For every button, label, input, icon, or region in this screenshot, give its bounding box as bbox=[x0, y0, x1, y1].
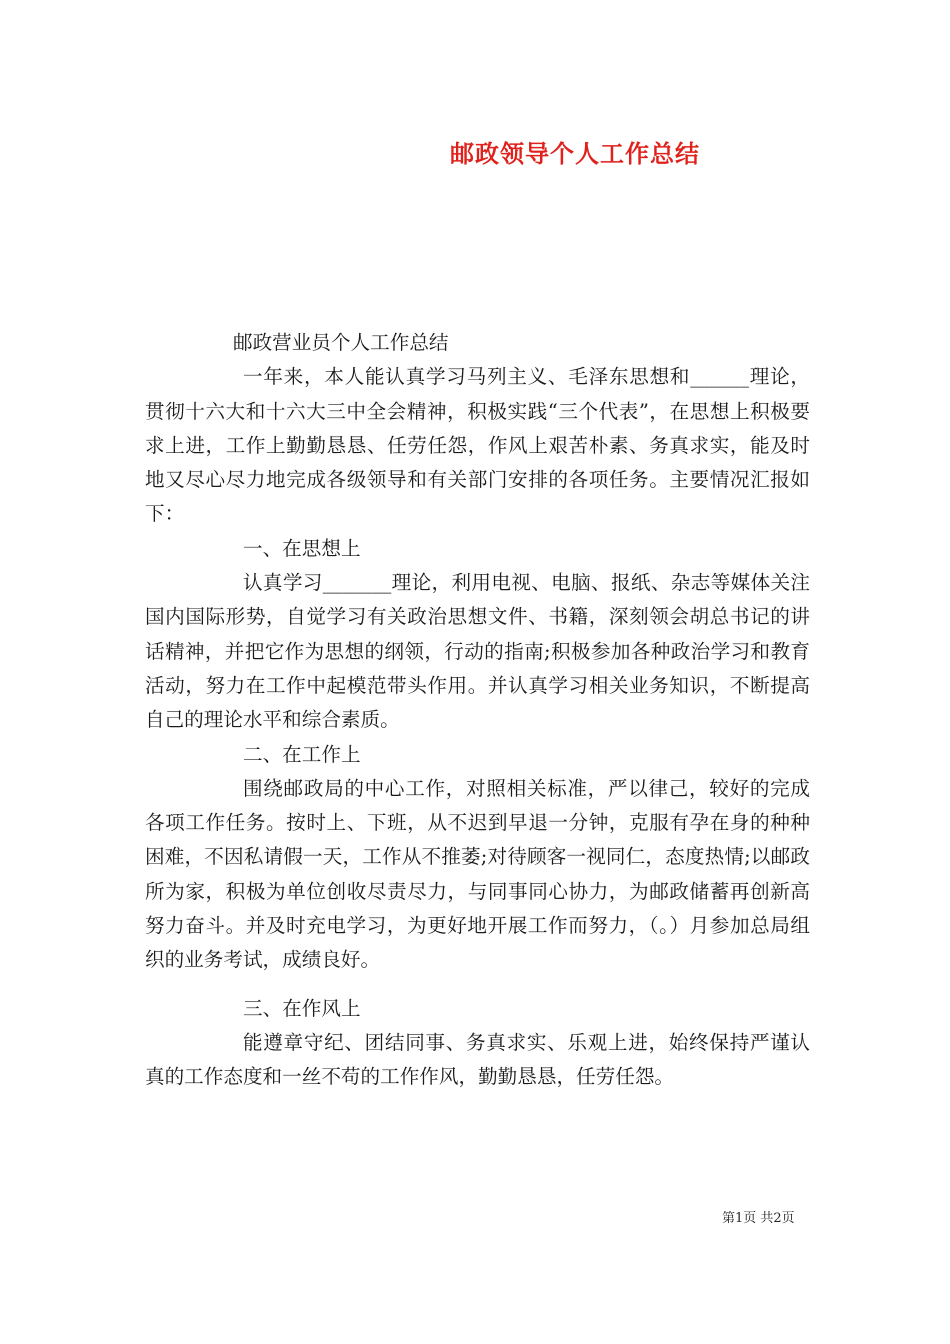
paragraph-style: 能遵章守纪、团结同事、务真求实、乐观上进，始终保持严谨认真的工作态度和一丝不苟的工作作风，勤勤恳恳，任劳任怨。 bbox=[145, 1030, 810, 1089]
document-subtitle: 邮政营业员个人工作总结 bbox=[233, 331, 449, 354]
document-title: 邮政领导个人工作总结 bbox=[450, 139, 700, 168]
document-body bbox=[145, 326, 810, 1095]
paragraph-intro: 一年来，本人能认真学习马列主义、毛泽东思想和______理论，贯彻十六大和十六大三中全会精神，积极实践“三个代表”，在思想上积极要求上进，工作上勤勤恳恳、任劳任怨，作风上艰苦朴素、务真求实，能及时地又尽心尽力地完成各级领导和有关部门安排的各项任务。主要情况汇报如下： bbox=[145, 365, 810, 526]
page-number: 第1页 共2页 bbox=[722, 1211, 795, 1226]
section-heading-style: 三、在作风上 bbox=[243, 996, 361, 1020]
section-heading-work: 二、在工作上 bbox=[243, 742, 361, 766]
paragraph-work: 围绕邮政局的中心工作，对照相关标准，严以律己，较好的完成各项工作任务。按时上、下班，从不迟到早退一分钟，克服有孕在身的种种困难，不因私请假一天，工作从不推萎;对待顾客一视同仁，态度热情;以邮政所为家，积极为单位创收尽责尽力，与同事同心协力，为邮政储蓄再创新高努力奋斗。并及时充电学习，为更好地开展工作而努力，（。）月参加总局组织的业务考试，成绩良好。 bbox=[145, 776, 810, 972]
section-heading-thought: 一、在思想上 bbox=[243, 536, 361, 560]
paragraph-thought: 认真学习_______理论，利用电视、电脑、报纸、杂志等媒体关注国内国际形势，自觉学习有关政治思想文件、书籍，深刻领会胡总书记的讲话精神，并把它作为思想的纲领，行动的指南;积极参加各种政治学习和教育活动，努力在工作中起模范带头作用。并认真学习相关业务知识，不断提高自己的理论水平和综合素质。 bbox=[145, 571, 810, 732]
